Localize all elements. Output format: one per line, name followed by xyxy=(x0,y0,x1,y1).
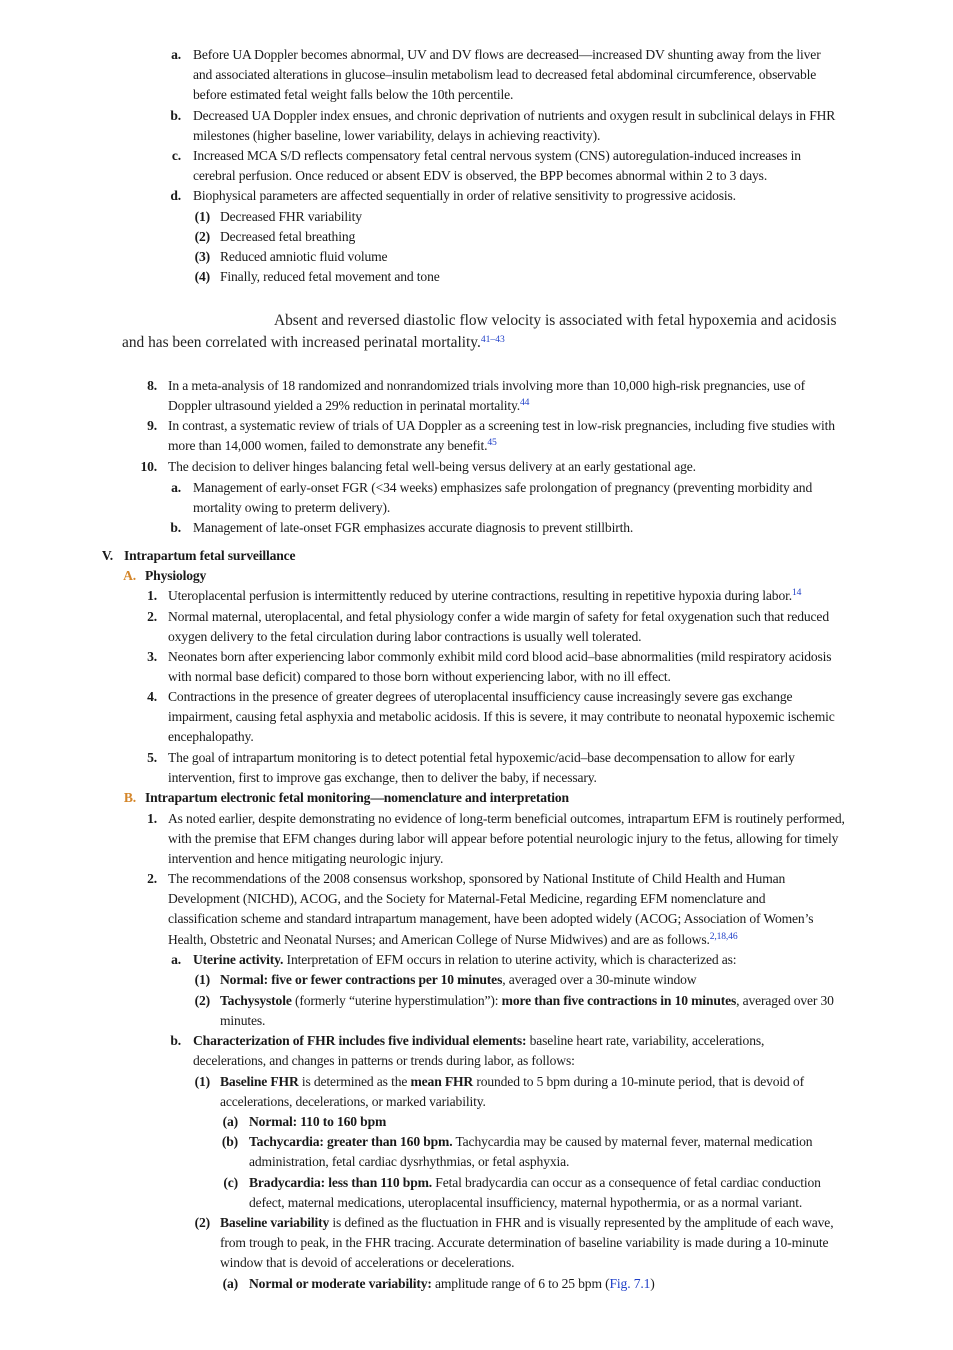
text-part: amplitude range of 6 to 25 bpm ( xyxy=(431,1276,610,1291)
efm-item-2b-2 xyxy=(150,1213,910,1274)
list-marker: (1) xyxy=(194,972,210,987)
efm-item-2b-1-c xyxy=(150,1173,910,1213)
text-line: Interpretation of EFM occurs in relation to uterine activity, which is characterized as: xyxy=(283,952,737,967)
list-marker: c. xyxy=(171,148,181,163)
bold-lead: Characterization of FHR includes five individual elements: xyxy=(193,1033,527,1048)
efm-item-2a-1 xyxy=(150,970,910,990)
subsection-letter: B. xyxy=(123,790,136,805)
efm-item-1 xyxy=(120,809,910,870)
text-line: Decreased fetal breathing xyxy=(220,229,356,244)
text-part: baseline heart rate, variability, accelerations, xyxy=(526,1033,765,1048)
subsection-heading-b xyxy=(95,788,905,808)
text-line: before estimated fetal weight falls below the 10th percentile. xyxy=(193,87,514,103)
text-line: Doppler ultrasound yielded a 29% reduction in perinatal mortality. xyxy=(168,398,520,414)
list-marker: 5. xyxy=(147,750,157,765)
efm-item-2b-2-a xyxy=(150,1274,910,1294)
physiology-item-2 xyxy=(120,607,910,647)
efm-item-2b-1 xyxy=(150,1072,910,1112)
efm-item-2a-2 xyxy=(150,991,910,1031)
list-marker: 1. xyxy=(147,588,157,603)
text-part: ) xyxy=(650,1276,655,1291)
list-marker: 4. xyxy=(147,689,157,704)
text-line: accelerations, decelerations, or marked variability. xyxy=(220,1094,486,1110)
citation-link[interactable]: 2,18,46 xyxy=(709,930,738,942)
list-marker: a. xyxy=(171,952,181,967)
text-line: Decreased FHR variability xyxy=(220,209,362,224)
list-marker: 1. xyxy=(147,811,157,826)
list-marker: 3. xyxy=(147,649,157,664)
pull-quote xyxy=(122,310,882,354)
efm-item-2a xyxy=(150,950,910,970)
text-line: Increased MCA S/D reflects compensatory fetal central nervous system (CNS) autoregulation-induced increases in xyxy=(193,148,801,163)
list-marker: a. xyxy=(171,480,181,495)
text-line: encephalopathy. xyxy=(168,729,254,745)
text-line: The recommendations of the 2008 consensus workshop, sponsored by National Institute of Child Health and Human xyxy=(168,871,786,886)
list-marker: 10. xyxy=(140,459,157,474)
citation-link[interactable]: 14 xyxy=(791,587,802,598)
text-line: Finally, reduced fetal movement and tone xyxy=(220,269,440,284)
physiology-item-1 xyxy=(120,586,910,606)
list-marker: (2) xyxy=(194,1215,210,1230)
list-item-10 xyxy=(120,457,910,477)
text-line: As noted earlier, despite demonstrating no evidence of long-term beneficial outcomes, intrapartum EFM is routinely performed, xyxy=(168,811,845,826)
text-line: Health, Obstetric and Neonatal Nurses; and American College of Nurse Midwives) and are as follows. xyxy=(168,931,710,947)
text-line: more than 14,000 women, failed to demonstrate any benefit. xyxy=(168,438,488,454)
text-line: oxygen delivery to the fetal circulation during labor contractions is usually well tolerated. xyxy=(168,629,642,645)
list-marker: b. xyxy=(170,1033,181,1048)
list-item-8 xyxy=(120,376,910,416)
text-line: cerebral perfusion. Once reduced or absent EDV is observed, the BPP becomes abnormal within 2 to 3 days. xyxy=(193,168,768,184)
list-marker: (b) xyxy=(221,1134,238,1149)
list-marker: 9. xyxy=(147,418,157,433)
text-line: impairment, causing fetal asphyxia and metabolic acidosis. If this is severe, it may contribute to neonatal hypoxemic ischemic xyxy=(168,709,835,725)
list-marker: (1) xyxy=(194,209,210,224)
citation-link[interactable]: 44 xyxy=(520,397,530,409)
efm-item-2b-1-a xyxy=(150,1112,910,1132)
text-line: Biophysical parameters are affected sequentially in order of relative sensitivity to progressive acidosis. xyxy=(193,188,736,203)
text-line: Management of late-onset FGR emphasizes accurate diagnosis to prevent stillbirth. xyxy=(193,520,634,535)
list-item-b xyxy=(150,106,910,146)
text-line: window that is devoid of accelerations or decelerations. xyxy=(220,1255,515,1271)
text-part: (formerly “uterine hyperstimulation”): xyxy=(291,993,502,1008)
list-item-10b xyxy=(150,518,910,538)
text-line: intervention, first to improve gas exchange, then to deliver the baby, if necessary. xyxy=(168,770,597,786)
bold-lead: Baseline FHR xyxy=(220,1074,299,1089)
text-line: with normal base deficit) compared to those born without experiencing labor, with no ill effect. xyxy=(168,669,671,685)
list-marker: d. xyxy=(170,188,181,203)
text-line: The goal of intrapartum monitoring is to detect potential fetal hypoxemic/acid–base decompensation to allow for early xyxy=(168,750,795,765)
bold-lead: Baseline variability xyxy=(220,1215,330,1230)
sub-item-1 xyxy=(150,207,910,227)
text-line: with the premise that EFM changes during labor will appear before potential neurologic injury to the fetus, allowing for timely xyxy=(168,831,839,847)
list-marker: (3) xyxy=(194,249,210,264)
bold-lead: Uterine activity. xyxy=(193,952,284,967)
text-line: Development (NICHD), ACOG, and the Society for Maternal-Fetal Medicine, regarding EFM nomenclature and xyxy=(168,891,766,907)
citation-link[interactable]: 45 xyxy=(487,437,497,449)
subsection-title: Physiology xyxy=(145,568,207,583)
sub-item-4 xyxy=(150,267,910,287)
bold-lead: Normal: five or fewer contractions per 10 minutes xyxy=(220,972,503,987)
physiology-item-5 xyxy=(120,748,910,788)
text-line: classification scheme and standard intrapartum management, have been adopted widely (ACOG; Association of Women’s xyxy=(168,911,814,927)
text-line: Neonates born after experiencing labor commonly exhibit mild cord blood acid–base abnormalities (mild respiratory acidosis xyxy=(168,649,832,664)
figure-link[interactable]: Fig. 7.1 xyxy=(609,1276,651,1291)
bold-part: mean FHR xyxy=(410,1074,474,1089)
list-marker: b. xyxy=(170,520,181,535)
text-part: rounded to 5 bpm during a 10-minute period, that is devoid of xyxy=(473,1074,804,1089)
efm-item-2b xyxy=(150,1031,910,1071)
text-line: Reduced amniotic fluid volume xyxy=(220,249,388,264)
bold-part: more than five contractions in 10 minutes xyxy=(501,993,737,1008)
text-line: defect, maternal medications, uteroplacental insufficiency, maternal hypothermia, or as a normal variant. xyxy=(249,1195,803,1211)
sub-item-2 xyxy=(150,227,910,247)
text-line: Before UA Doppler becomes abnormal, UV and DV flows are decreased—increased DV shunting away from the liver xyxy=(193,47,821,62)
list-item-10a xyxy=(150,478,910,518)
section-number: V. xyxy=(101,548,113,563)
text-line: from trough to peak, in the FHR tracing. Accurate determination of baseline variability is made during a 10-minute xyxy=(220,1235,829,1251)
text-part: , averaged over 30 xyxy=(736,993,834,1008)
list-marker: b. xyxy=(170,108,181,123)
bold-lead: Normal: 110 to 160 bpm xyxy=(249,1114,387,1129)
text-line: Normal maternal, uteroplacental, and fetal physiology confer a wide margin of safety for fetal oxygenation such that reduced xyxy=(168,609,829,624)
pull-quote-line-1: Absent and reversed diastolic flow velocity is associated with fetal hypoxemia and acidosis xyxy=(274,312,837,329)
text-part: is defined as the fluctuation in FHR and is visually represented by the amplitude of each wave, xyxy=(329,1215,834,1230)
text-line: The decision to deliver hinges balancing fetal well-being versus delivery at an early gestational age. xyxy=(168,459,696,474)
bold-lead: Tachysystole xyxy=(220,993,292,1008)
text-line: decelerations, and changes in patterns or trends during labor, as follows: xyxy=(193,1053,575,1069)
text-line: intervention and hence mitigating neurologic injury. xyxy=(168,851,444,867)
bold-lead: Normal or moderate variability: xyxy=(249,1276,432,1291)
list-item-c xyxy=(150,146,910,186)
list-marker: (4) xyxy=(194,269,210,284)
list-marker: a. xyxy=(171,47,181,62)
text-line: mortality owing to preterm delivery). xyxy=(193,500,391,516)
text-part: is determined as the xyxy=(298,1074,411,1089)
list-marker: 8. xyxy=(147,378,157,393)
bold-lead: Bradycardia: less than 110 bpm. xyxy=(249,1175,433,1190)
subsection-heading-a xyxy=(95,566,895,586)
list-item-d xyxy=(150,186,910,206)
list-marker: 2. xyxy=(147,871,157,886)
list-marker: (2) xyxy=(194,993,210,1008)
list-marker: (1) xyxy=(194,1074,210,1089)
text-line: , averaged over a 30-minute window xyxy=(502,972,697,987)
text-line: Management of early-onset FGR (<34 weeks) emphasizes safe prolongation of pregnancy (preventing morbidity and xyxy=(193,480,813,495)
efm-item-2b-1-b xyxy=(150,1132,910,1172)
section-heading-v xyxy=(95,546,895,566)
citation-link[interactable]: 41–43 xyxy=(480,334,505,345)
physiology-item-4 xyxy=(120,687,910,748)
text-part: Fetal bradycardia can occur as a consequence of fetal cardiac conduction xyxy=(432,1175,821,1190)
list-marker: (a) xyxy=(222,1276,238,1291)
text-line: Uteroplacental perfusion is intermittently reduced by uterine contractions, resulting in repetitive hypoxia during labor. xyxy=(168,588,792,603)
sub-item-3 xyxy=(150,247,910,267)
text-line: In contrast, a systematic review of trials of UA Doppler as a screening test in low-risk pregnancies, including five studies with xyxy=(168,418,835,433)
text-part: Tachycardia may be caused by maternal fever, maternal medication xyxy=(452,1134,813,1149)
list-marker: (c) xyxy=(223,1175,238,1190)
list-item-9 xyxy=(120,416,910,456)
text-line: and associated alterations in glucose–insulin metabolism lead to decreased fetal abdominal circumference, observable xyxy=(193,67,817,83)
text-line: milestones (higher baseline, lower variability, delays in achieving reactivity). xyxy=(193,128,601,144)
pull-quote-line-2: and has been correlated with increased perinatal mortality. xyxy=(122,334,481,351)
efm-item-2 xyxy=(120,869,910,950)
section-title: Intrapartum fetal surveillance xyxy=(124,548,296,563)
text-line: Contractions in the presence of greater degrees of uteroplacental insufficiency cause increasingly severe gas exchange xyxy=(168,689,793,704)
text-line: In a meta-analysis of 18 randomized and nonrandomized trials involving more than 10,000 high-risk pregnancies, use of xyxy=(168,378,806,393)
list-marker: 2. xyxy=(147,609,157,624)
bold-lead: Tachycardia: greater than 160 bpm. xyxy=(249,1134,453,1149)
physiology-item-3 xyxy=(120,647,910,687)
list-marker: (2) xyxy=(194,229,210,244)
list-marker: (a) xyxy=(222,1114,238,1129)
text-line: administration, fetal cardiac dysrhythmias, or fetal asphyxia. xyxy=(249,1154,570,1170)
text-line: minutes. xyxy=(220,1013,266,1029)
subsection-title: Intrapartum electronic fetal monitoring—nomenclature and interpretation xyxy=(145,790,569,805)
subsection-letter: A. xyxy=(123,568,136,583)
text-line: Decreased UA Doppler index ensues, and chronic deprivation of nutrients and oxygen result in subclinical delays in FHR xyxy=(193,108,836,123)
list-item-a xyxy=(150,45,910,106)
